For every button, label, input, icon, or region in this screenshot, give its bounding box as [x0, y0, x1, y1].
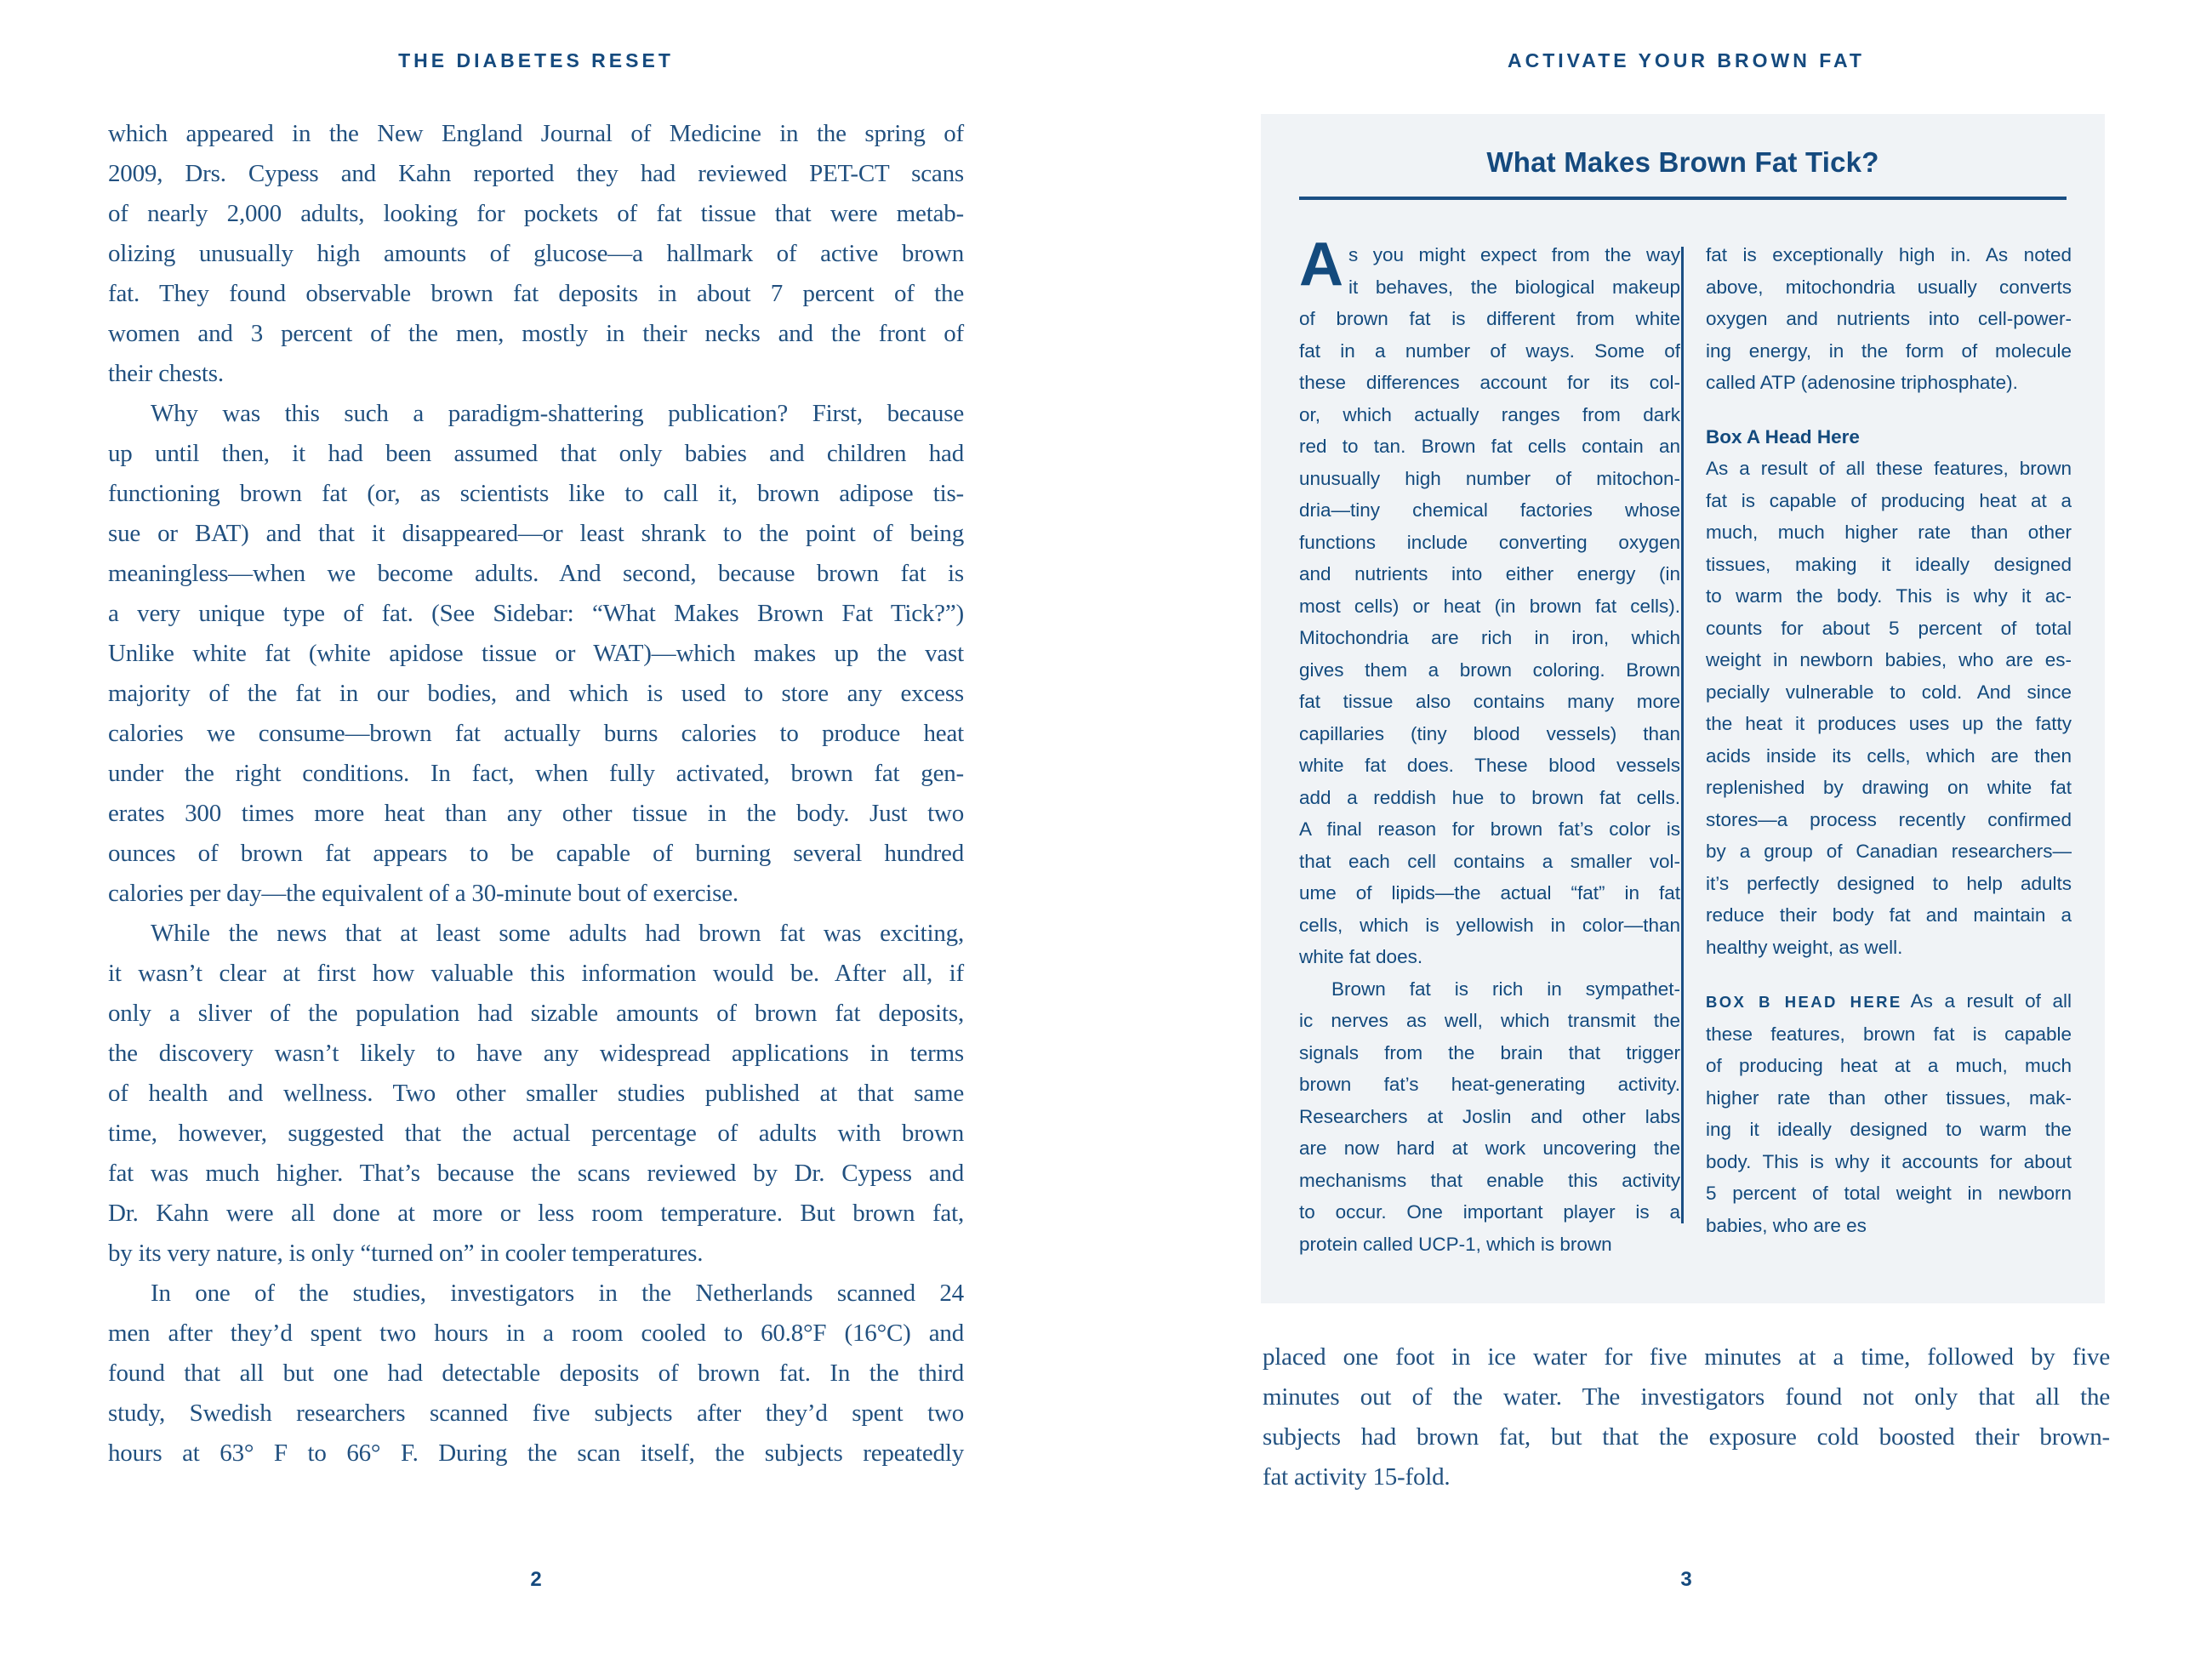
- text-line: replenished by drawing on white fat: [1706, 777, 2072, 798]
- text-line: While the news that at least some adults had brown fat was exciting,: [151, 920, 964, 947]
- text-line: it behaves, the biological makeup: [1348, 276, 1680, 298]
- text-line: dria—tiny chemical factories whose: [1299, 499, 1680, 521]
- text-line: fat. They found observable brown fat deposits in about 7 percent of the: [108, 280, 964, 307]
- text-line: study, Swedish researchers scanned five subjects after they’d spent two: [108, 1400, 964, 1427]
- text-line: tissues, making it ideally designed: [1706, 553, 2072, 575]
- text-line: time, however, suggested that the actual percentage of adults with brown: [108, 1120, 964, 1147]
- text-line: unusually high number of mitochon-: [1299, 467, 1680, 489]
- text-line: which appeared in the New England Journal of Medicine in the spring of: [108, 120, 964, 147]
- text-line: reduce their body fat and maintain a: [1706, 904, 2072, 926]
- text-line: minutes out of the water. The investigators found not only that all the: [1263, 1383, 2110, 1411]
- text-line: of producing heat at a much, much: [1706, 1055, 2072, 1076]
- text-line: ounces of brown fat appears to be capable of burning several hundred: [108, 840, 964, 867]
- text-line: fat is capable of producing heat at a: [1706, 489, 2072, 511]
- sidebar-column-1: [1299, 239, 1680, 1260]
- text-line: the heat it produces uses up the fatty: [1706, 713, 2072, 734]
- sidebar-title-rule: [1299, 197, 2067, 200]
- text-line: up until then, it had been assumed that only babies and children had: [108, 440, 964, 467]
- text-line: cells, which is yellowish in color—than: [1299, 914, 1680, 936]
- text-line: fat is exceptionally high in. As noted: [1706, 244, 2072, 265]
- text-line: calories per day—the equivalent of a 30-minute bout of exercise.: [108, 880, 738, 907]
- text-line: are now hard at work uncovering the: [1299, 1137, 1680, 1159]
- text-line: above, mitochondria usually converts: [1706, 276, 2072, 298]
- sidebar-title: What Makes Brown Fat Tick?: [1486, 146, 1879, 178]
- drop-cap: A: [1299, 231, 1343, 299]
- text-line: functioning brown fat (or, as scientists like to call it, brown adipose tis-: [108, 480, 964, 507]
- text-line: functions include converting oxygen: [1299, 531, 1680, 553]
- running-head-right: ACTIVATE YOUR BROWN FAT: [1508, 49, 1865, 71]
- text-line: ume of lipids—the actual “fat” in fat: [1299, 882, 1680, 904]
- text-line: much, much higher rate than other: [1706, 522, 2072, 543]
- text-line: protein called UCP-1, which is brown: [1299, 1233, 1612, 1255]
- text-line: red to tan. Brown fat cells contain an: [1299, 436, 1680, 457]
- text-line: erates 300 times more heat than any other tissue in the body. Just two: [108, 800, 964, 827]
- text-line: meaningless—when we become adults. And second, because brown fat is: [108, 560, 964, 587]
- text-line: these differences account for its col-: [1299, 372, 1680, 393]
- text-line: signals from the brain that trigger: [1299, 1041, 1680, 1063]
- sidebar-columns: [1299, 239, 2072, 1260]
- text-line: hours at 63° F to 66° F. During the scan itself, the subjects repeatedly: [108, 1440, 964, 1467]
- running-head-left: THE DIABETES RESET: [398, 49, 674, 71]
- text-line: by a group of Canadian researchers—: [1706, 841, 2072, 862]
- text-line: s you might expect from the way: [1348, 244, 1680, 265]
- text-line: Why was this such a paradigm-shattering publication? First, because: [151, 400, 964, 427]
- sidebar-heading-line: Box A Head Here: [1706, 425, 1860, 448]
- text-line: most cells) or heat (in brown fat cells).: [1299, 595, 1680, 617]
- text-line: under the right conditions. In fact, when fully activated, brown fat gen-: [108, 760, 964, 787]
- text-line: white fat does. These blood vessels: [1299, 755, 1680, 776]
- text-line: Unlike white fat (white apidose tissue or WAT)—which makes up the vast: [108, 640, 964, 667]
- text-line: body. This is why it accounts for about: [1706, 1150, 2072, 1172]
- text-line: add a reddish hue to brown fat cells.: [1299, 786, 1680, 808]
- text-line: counts for about 5 percent of total: [1706, 617, 2072, 639]
- text-line: fat tissue also contains many more: [1299, 691, 1680, 712]
- page-number-left: 2: [530, 1568, 542, 1591]
- text-line: majority of the fat in our bodies, and which is used to store any excess: [108, 680, 964, 707]
- text-line: mechanisms that enable this activity: [1299, 1169, 1680, 1191]
- text-line: called ATP (adenosine triphosphate).: [1706, 372, 2018, 393]
- text-line: fat was much higher. That’s because the scans reviewed by Dr. Cypess and: [108, 1160, 964, 1187]
- text-line: 5 percent of total weight in newborn: [1706, 1183, 2072, 1204]
- text-line: these features, brown fat is capable: [1706, 1023, 2072, 1045]
- page-number-right: 3: [1680, 1568, 1692, 1591]
- text-line: their chests.: [108, 360, 224, 387]
- text-line: babies, who are es: [1706, 1214, 1867, 1236]
- text-line: brown fat’s heat-generating activity.: [1299, 1074, 1680, 1095]
- text-line: subjects had brown fat, but that the exposure cold boosted their brown-: [1263, 1423, 2110, 1451]
- text-line: or, which actually ranges from dark: [1299, 403, 1680, 425]
- text-line: placed one foot in ice water for five minutes at a time, followed by five: [1263, 1343, 2110, 1371]
- text-line: healthy weight, as well.: [1706, 936, 1903, 958]
- text-line: a very unique type of fat. (See Sidebar: “What Makes Brown Fat Tick?”): [108, 600, 964, 627]
- text-line: of brown fat is different from white: [1299, 308, 1680, 329]
- text-line: Brown fat is rich in sympathet-: [1331, 978, 1680, 1000]
- text-line: it’s perfectly designed to help adults: [1706, 872, 2072, 894]
- text-line: found that all but one had detectable deposits of brown fat. In the third: [108, 1360, 964, 1387]
- text-line: calories we consume—brown fat actually burns calories to produce heat: [108, 720, 964, 747]
- text-line: only a sliver of the population had sizable amounts of brown fat deposits,: [108, 1000, 964, 1027]
- text-line: Dr. Kahn were all done at more or less room temperature. But brown fat,: [108, 1200, 964, 1227]
- text-line: men after they’d spent two hours in a room cooled to 60.8°F (16°C) and: [108, 1320, 964, 1347]
- text-line: acids inside its cells, which are then: [1706, 744, 2072, 767]
- text-line: of health and wellness. Two other smaller studies published at that same: [108, 1080, 964, 1107]
- right-body-text: [1263, 1337, 2110, 1497]
- text-line: BOX B HEAD HERE As a result of all: [1706, 990, 2072, 1012]
- sidebar-box: [1261, 114, 2105, 1303]
- text-line: gives them a brown coloring. Brown: [1299, 658, 1680, 681]
- text-line: weight in newborn babies, who are es-: [1706, 649, 2072, 670]
- text-line: it wasn’t clear at first how valuable this information would be. After all, if: [108, 960, 964, 987]
- text-line: stores—a process recently confirmed: [1706, 808, 2072, 830]
- text-line: to occur. One important player is a: [1299, 1201, 1680, 1223]
- page-right: [1106, 0, 2212, 1659]
- text-line: fat activity 15-fold.: [1263, 1463, 1451, 1491]
- text-line: A final reason for brown fat’s color is: [1299, 818, 1680, 840]
- run-in-small-caps-heading: BOX B HEAD HERE: [1706, 993, 1902, 1011]
- text-line: As a result of all these features, brown: [1706, 458, 2072, 479]
- text-line: and nutrients into either energy (in: [1299, 563, 1680, 584]
- text-line: oxygen and nutrients into cell-power-: [1706, 308, 2072, 329]
- sidebar-column-2: [1706, 239, 2072, 1260]
- text-line: Mitochondria are rich in iron, which: [1299, 627, 1680, 648]
- text-line: Researchers at Joslin and other labs: [1299, 1105, 1680, 1127]
- text-line: In one of the studies, investigators in the Netherlands scanned 24: [151, 1280, 964, 1307]
- text-line: higher rate than other tissues, mak-: [1706, 1086, 2072, 1109]
- text-line: white fat does.: [1299, 946, 1423, 967]
- sidebar-column-divider: [1681, 247, 1684, 1223]
- text-line: 2009, Drs. Cypess and Kahn reported they had reviewed PET-CT scans: [108, 160, 964, 187]
- text-line: sue or BAT) and that it disappeared—or least shrank to the point of being: [108, 520, 964, 547]
- text-line: of nearly 2,000 adults, looking for pockets of fat tissue that were metab-: [108, 200, 964, 227]
- text-line: ing energy, in the form of molecule: [1706, 339, 2072, 362]
- text-line: fat in a number of ways. Some of: [1299, 339, 1680, 362]
- text-line: olizing unusually high amounts of glucose—a hallmark of active brown: [108, 240, 964, 267]
- text-line: by its very nature, is only “turned on” in cooler temperatures.: [108, 1240, 704, 1267]
- text-line: capillaries (tiny blood vessels) than: [1299, 722, 1680, 744]
- text-line: ic nerves as well, which transmit the: [1299, 1010, 1680, 1031]
- text-line: the discovery wasn’t likely to have any widespread applications in terms: [108, 1040, 964, 1067]
- text-line: ing it ideally designed to warm the: [1706, 1119, 2072, 1140]
- text-line: women and 3 percent of the men, mostly in their necks and the front of: [108, 320, 964, 347]
- text-line: to warm the body. This is why it ac-: [1706, 585, 2072, 607]
- text-line: pecially vulnerable to cold. And since: [1706, 681, 2072, 703]
- left-body-text: [108, 114, 964, 1474]
- text-line: that each cell contains a smaller vol-: [1299, 850, 1680, 872]
